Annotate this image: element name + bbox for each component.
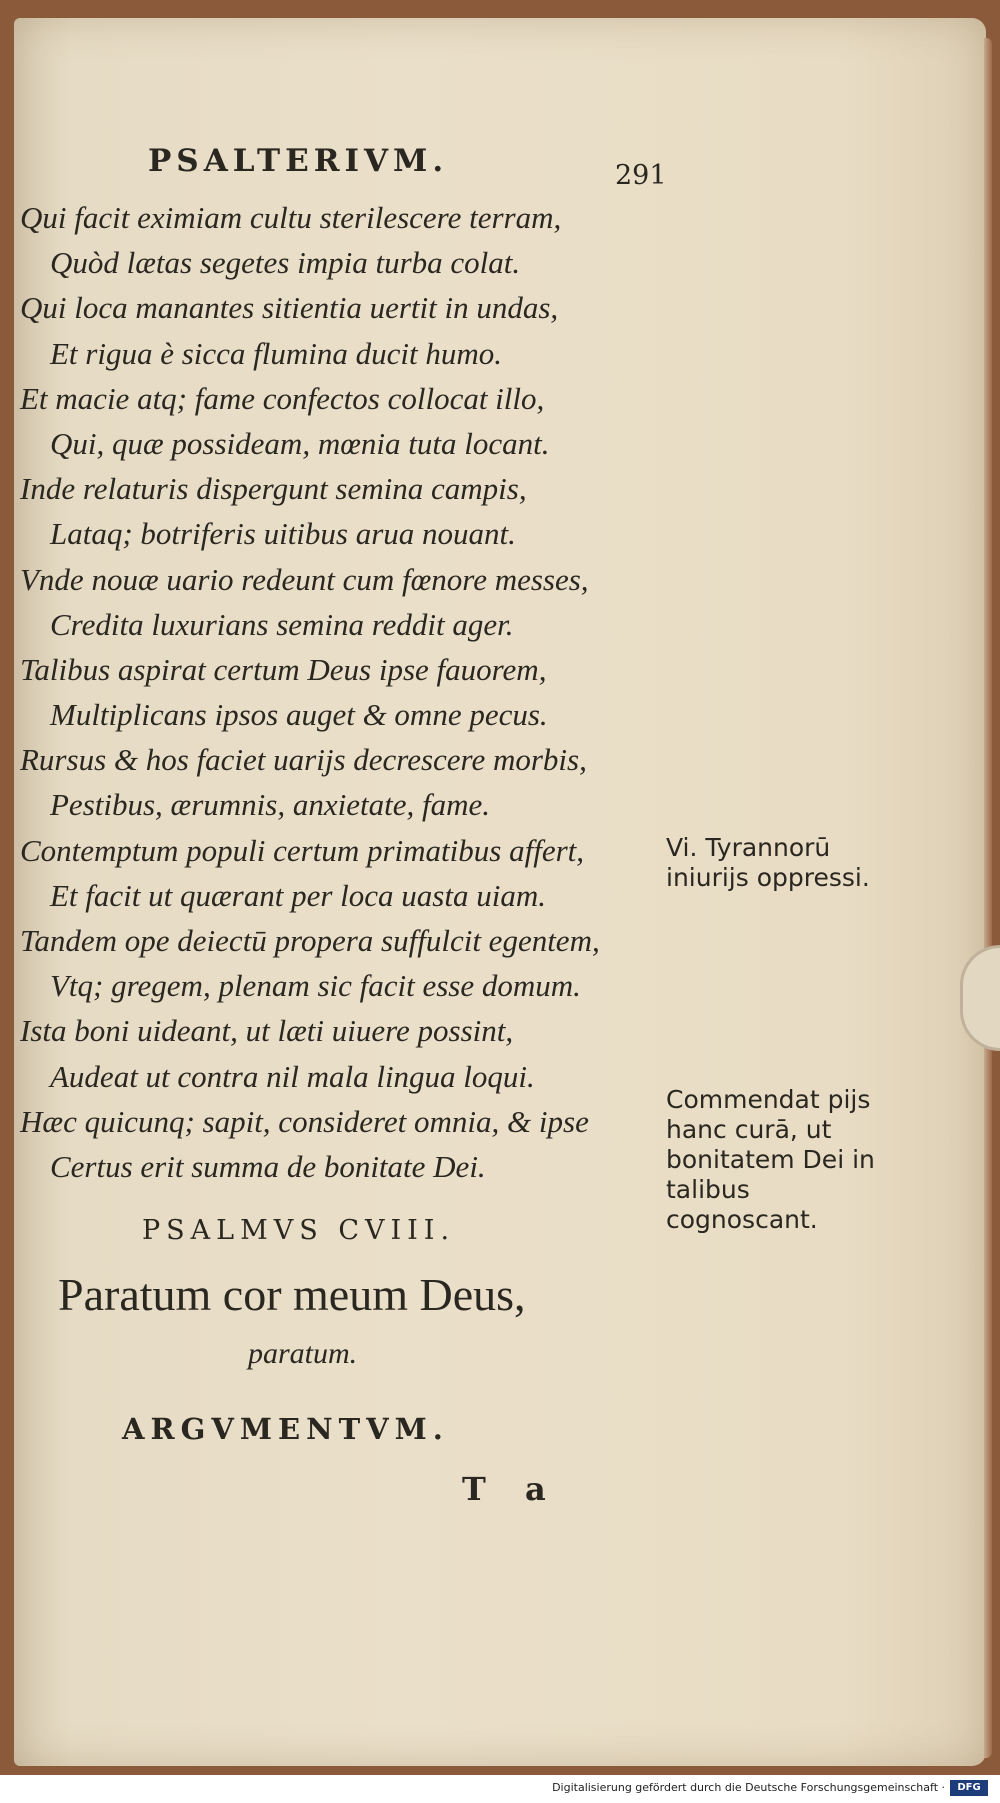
page-edge: [984, 38, 992, 1758]
verse-line: Certus erit summa de bonitate Dei.: [50, 1148, 486, 1184]
marginal-note: Commendat pijs hanc curā, ut bonitatem Dei in talibus cognoscant.: [666, 1085, 875, 1234]
verse-line: Talibus aspirat certum Deus ipse fauorem,: [20, 651, 547, 687]
verse-line: Ista boni uideant, ut læti uiuere possint,: [20, 1013, 514, 1049]
verse-line: Vtq; gregem, plenam sic facit esse domum.: [50, 968, 581, 1004]
verse-line: Qui, quæ possideam, mœnia tuta locant.: [50, 425, 550, 461]
verse-line: Et rigua è sicca flumina ducit humo.: [50, 335, 503, 371]
verse-line: Hæc quicunq; sapit, consideret omnia, & ipse: [20, 1103, 589, 1139]
catchword: T a: [462, 1470, 546, 1508]
verse-block: [20, 195, 680, 1189]
verse-line: Inde relaturis dispergunt semina campis,: [20, 471, 527, 507]
verse-line: Credita luxurians semina reddit ager.: [50, 606, 514, 642]
verse-line: Quòd lætas segetes impia turba colat.: [50, 245, 521, 281]
verse-line: Et macie atq; fame confectos collocat illo,: [20, 380, 545, 416]
dfg-logo: DFG: [950, 1780, 988, 1796]
argumentum-heading: ARGVMENTVM.: [122, 1412, 449, 1446]
verse-line: Vnde nouæ uario redeunt cum fœnore messes,: [20, 561, 589, 597]
footer-bar: [0, 1775, 1000, 1803]
page-number: 291: [615, 160, 667, 191]
psalm-incipit-continuation: paratum.: [248, 1337, 358, 1370]
funding-credit: Digitalisierung gefördert durch die Deutsche Forschungsgemeinschaft ·: [552, 1781, 945, 1794]
verse-line: Contemptum populi certum primatibus affert,: [20, 832, 585, 868]
verse-line: Pestibus, ærumnis, anxietate, fame.: [50, 787, 490, 823]
verse-line: Qui loca manantes sitientia uertit in undas,: [20, 290, 559, 326]
verse-line: Rursus & hos faciet uarijs decrescere morbis,: [20, 742, 587, 778]
marginal-note: Vi. Tyrannorū iniurijs oppressi.: [666, 833, 870, 892]
psalm-incipit: Paratum cor meum Deus,: [58, 1269, 526, 1320]
running-head: PSALTERIVM.: [148, 143, 449, 179]
psalm-title: PSALMVS CVIII.: [142, 1215, 456, 1246]
verse-line: Lataq; botriferis uitibus arua nouant.: [50, 516, 516, 552]
verse-line: Qui facit eximiam cultu sterilescere terram,: [20, 200, 562, 235]
verse-line: Tandem ope deiectū propera suffulcit egentem,: [20, 923, 600, 958]
verse-line: Et facit ut quærant per loca uasta uiam.: [50, 877, 546, 913]
verse-line: Audeat ut contra nil mala lingua loqui.: [50, 1058, 535, 1094]
verse-line: Multiplicans ipsos auget & omne pecus.: [50, 697, 548, 733]
